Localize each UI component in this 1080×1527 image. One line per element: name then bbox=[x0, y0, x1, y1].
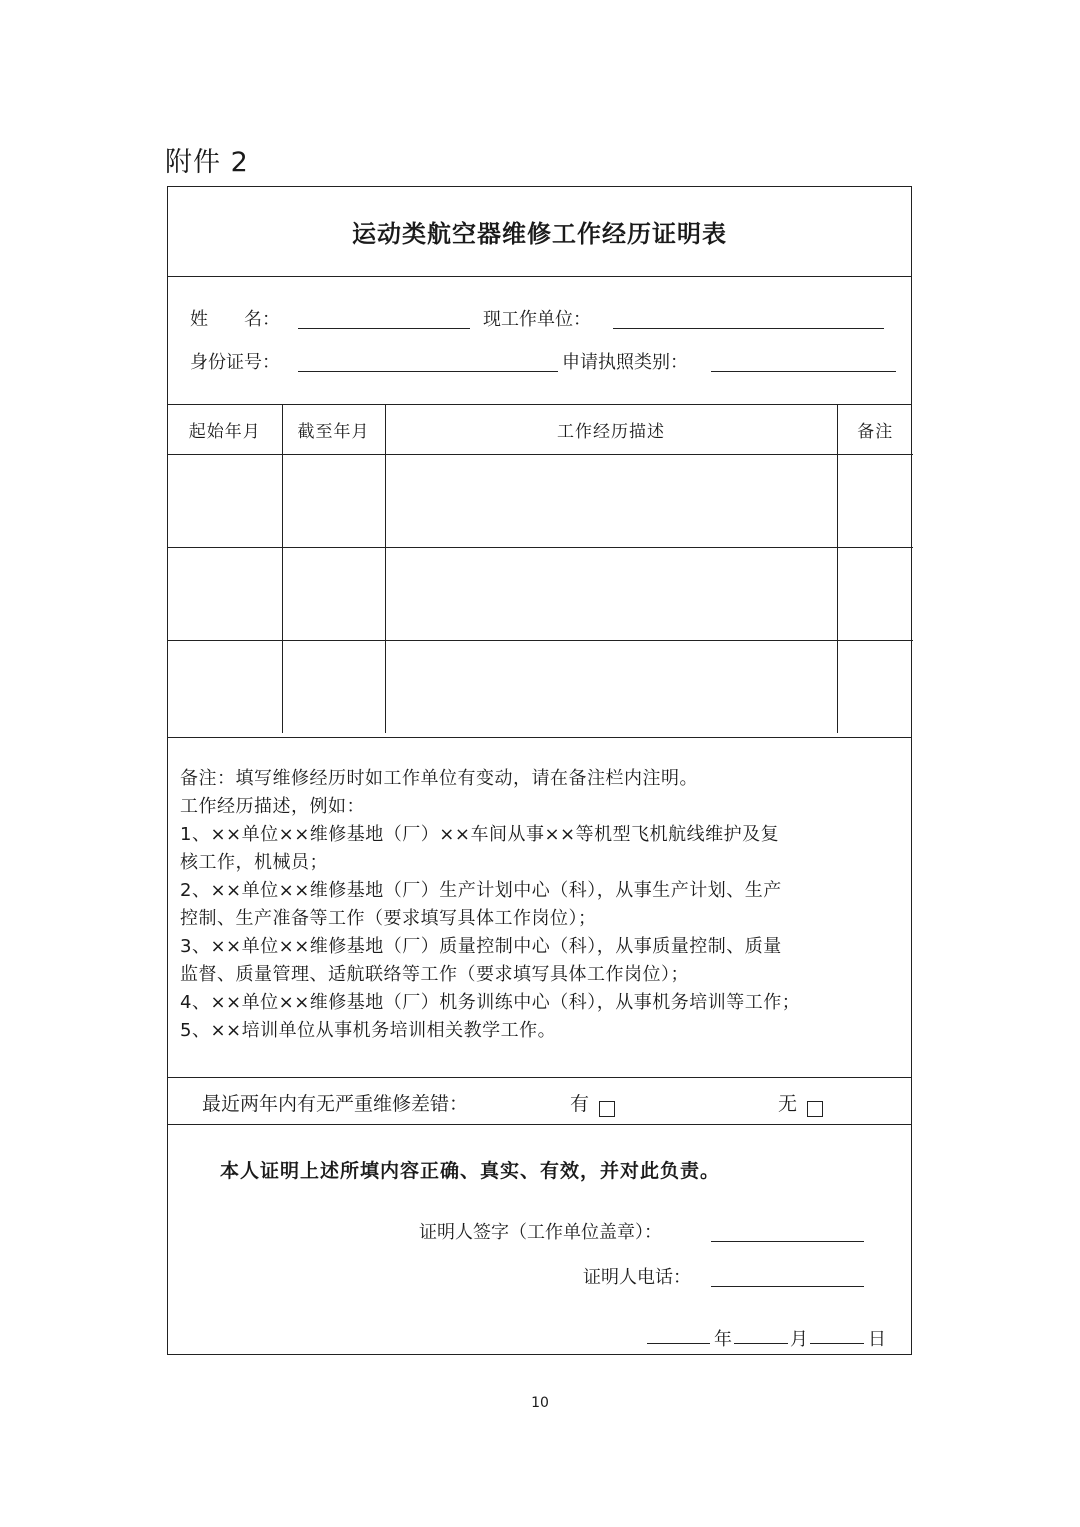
start-date-cell[interactable] bbox=[168, 455, 282, 548]
column-header: 工作经历描述 bbox=[385, 404, 837, 455]
day-field[interactable] bbox=[810, 1343, 864, 1344]
year-field[interactable] bbox=[647, 1343, 710, 1344]
note-line: 备注：填写维修经历时如工作单位有变动，请在备注栏内注明。 bbox=[180, 768, 698, 789]
checkbox-yes[interactable] bbox=[599, 1101, 615, 1117]
remarks-cell[interactable] bbox=[837, 641, 913, 734]
declaration-text: 本人证明上述所填内容正确、真实、有效，并对此负责。 bbox=[220, 1160, 721, 1182]
note-line: 工作经历描述，例如： bbox=[180, 796, 365, 817]
signature-section bbox=[168, 1124, 911, 1356]
form-title: 运动类航空器维修工作经历证明表 bbox=[168, 187, 911, 277]
checkbox-no[interactable] bbox=[807, 1101, 823, 1117]
month-field[interactable] bbox=[734, 1343, 788, 1344]
maintenance-error-row bbox=[168, 1077, 911, 1125]
option-yes-label: 有 bbox=[570, 1093, 590, 1115]
table-row bbox=[168, 641, 913, 734]
start-date-cell[interactable] bbox=[168, 641, 282, 734]
license-type-field[interactable] bbox=[711, 371, 896, 372]
note-line: 5、××培训单位从事机务培训相关教学工作。 bbox=[180, 1020, 557, 1041]
column-header: 备注 bbox=[837, 404, 913, 455]
id-number-field[interactable] bbox=[298, 371, 558, 372]
end-date-cell[interactable] bbox=[282, 548, 385, 641]
description-cell[interactable] bbox=[385, 641, 837, 734]
note-line: 控制、生产准备等工作（要求填写具体工作岗位）； bbox=[180, 908, 597, 929]
signature-label: 证明人签字（工作单位盖章）： bbox=[419, 1222, 662, 1243]
note-line: 3、××单位××维修基地（厂）质量控制中心（科），从事质量控制、质量 bbox=[180, 936, 782, 957]
year-label: 年 bbox=[714, 1329, 732, 1350]
note-line: 核工作，机械员； bbox=[180, 852, 328, 873]
notes-section bbox=[168, 737, 911, 1078]
error-question-label: 最近两年内有无严重维修差错： bbox=[202, 1093, 469, 1115]
start-date-cell[interactable] bbox=[168, 548, 282, 641]
description-cell[interactable] bbox=[385, 548, 837, 641]
phone-label: 证明人电话： bbox=[583, 1267, 691, 1288]
note-line: 4、××单位××维修基地（厂）机务训练中心（科），从事机务培训等工作； bbox=[180, 992, 801, 1013]
option-no-label: 无 bbox=[778, 1093, 798, 1115]
license-type-label: 申请执照类别： bbox=[562, 352, 688, 373]
applicant-info-section bbox=[168, 276, 911, 405]
column-header: 起始年月 bbox=[168, 404, 282, 455]
description-cell[interactable] bbox=[385, 455, 837, 548]
month-label: 月 bbox=[790, 1329, 808, 1350]
table-header-row bbox=[168, 404, 913, 455]
name-label: 姓 名： bbox=[190, 309, 280, 330]
current-unit-field[interactable] bbox=[613, 328, 884, 329]
certificate-form bbox=[167, 186, 912, 1355]
id-number-label: 身份证号： bbox=[190, 352, 280, 373]
note-line: 2、××单位××维修基地（厂）生产计划中心（科），从事生产计划、生产 bbox=[180, 880, 782, 901]
remarks-cell[interactable] bbox=[837, 548, 913, 641]
option-yes[interactable] bbox=[570, 1089, 589, 1116]
current-unit-label: 现工作单位： bbox=[483, 309, 591, 330]
work-history-table bbox=[168, 404, 911, 738]
note-line: 1、××单位××维修基地（厂）××车间从事××等机型飞机航线维护及复 bbox=[180, 824, 780, 845]
end-date-cell[interactable] bbox=[282, 641, 385, 734]
table-row bbox=[168, 455, 913, 548]
page-number: 10 bbox=[531, 1395, 549, 1411]
attachment-label: 附件 2 bbox=[165, 147, 249, 178]
name-field[interactable] bbox=[298, 328, 470, 329]
phone-field[interactable] bbox=[711, 1286, 864, 1287]
remarks-cell[interactable] bbox=[837, 455, 913, 548]
option-no[interactable] bbox=[778, 1089, 797, 1116]
table-row bbox=[168, 548, 913, 641]
day-label: 日 bbox=[868, 1329, 886, 1350]
column-header: 截至年月 bbox=[282, 404, 385, 455]
end-date-cell[interactable] bbox=[282, 455, 385, 548]
note-line: 监督、质量管理、适航联络等工作（要求填写具体工作岗位）； bbox=[180, 964, 689, 985]
signature-field[interactable] bbox=[711, 1241, 864, 1242]
